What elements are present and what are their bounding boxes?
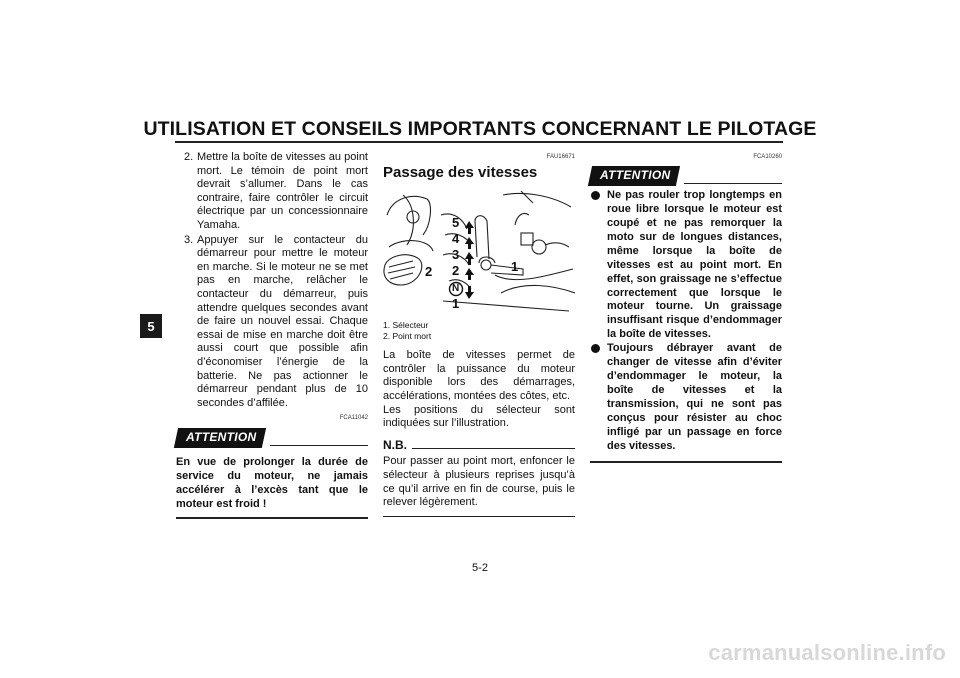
- chapter-tab: 5: [140, 314, 162, 338]
- bullet-text: Ne pas rouler trop longtemps en roue libre lorsque le moteur est coupé et ne pas remorquer la moto sur de longues distances, même lorsque la boîte de vitesses est au point mort. En effet, son graissage ne s’effectue correctement que lorsque le moteur tourne. Un graissage insuffisant risque d’endommager la boîte de vitesses.: [607, 189, 782, 341]
- attention-badge: ATTENTION: [588, 166, 681, 186]
- attention-rule: [270, 445, 368, 447]
- callout-2: 2: [425, 264, 433, 280]
- nb-text: Pour passer au point mort, enfoncer le sélecteur à plusieurs reprises jusqu’à ce qu’il arrive en fin de course, puis le relever légèrement.: [383, 455, 575, 509]
- nb-rule: [412, 448, 575, 449]
- header-rule: [175, 141, 783, 143]
- attention-header: [590, 166, 782, 186]
- nb-end-rule: [383, 516, 575, 517]
- attention-bullet: [590, 189, 782, 342]
- attention-code: FCA10260: [753, 154, 782, 160]
- bullet-text: Toujours débrayer avant de changer de vitesse afin d’éviter d’endommager le moteur, la boîte de vitesses et la transmission, qui ne sont pas conçus pour résister au choc infligé par un passage en force des vitesses.: [607, 342, 782, 452]
- step-number: 2.: [184, 151, 194, 163]
- selector-pivot: [481, 260, 491, 270]
- nb-label: N.B.: [383, 437, 407, 452]
- page-header-title: UTILISATION ET CONSEILS IMPORTANTS CONCERNANT LE PILOTAGE: [143, 118, 817, 140]
- bullet-icon: [591, 344, 600, 353]
- attention-rule: [684, 183, 782, 185]
- section-title: Passage des vitesses: [383, 163, 538, 181]
- step-text: Appuyer sur le contacteur du démarreur pour mettre le moteur en marche. Si le moteur ne se met pas en marche, relâcher le contacteur du démarreur, puis attendre quelques secondes avant de faire un nouvel essai. Chaque essai de mise en marche doit être aussi court que possible afin d’économiser l’énergie de la batterie. Ne pas actionner le démarreur pendant plus de 10 secondes d’affilée.: [197, 233, 368, 409]
- callout-1: 1: [511, 259, 519, 275]
- paragraph-2: Les positions du sélecteur sont indiquées sur l’illustration.: [383, 403, 575, 430]
- nb-header: [383, 439, 575, 453]
- step-3: [176, 234, 368, 411]
- page-number: 5-2: [472, 562, 488, 574]
- attention-text: En vue de prolonger la durée de service du moteur, ne jamais accélérer à l’excès tant que le moteur est froid !: [176, 456, 368, 511]
- attention-code: FCA11042: [339, 415, 368, 422]
- attention-badge: ATTENTION: [174, 428, 267, 448]
- middle-column: [383, 151, 575, 517]
- paragraph-1: La boîte de vitesses permet de contrôler la puissance du moteur disponible lors des démarrages, accélérations, montées des côtes, etc.: [383, 349, 575, 402]
- step-text: Mettre la boîte de vitesses au point mort. Le témoin de point mort devrait s’allumer. Dans le cas contraire, faire contrôler le circuit électrique par un concessionnaire Yamaha.: [197, 151, 368, 231]
- watermark: carmanualsonline.info: [708, 640, 946, 665]
- right-column: [590, 151, 782, 463]
- attention-header: [176, 428, 368, 448]
- gear-label-n: N: [452, 283, 460, 295]
- gear-label-5: 5: [452, 215, 460, 231]
- gearshift-illustration: [383, 185, 575, 317]
- left-column: [176, 151, 368, 519]
- bullet-icon: [591, 191, 600, 200]
- shift-lever: [475, 216, 489, 259]
- attention-end-rule: [176, 517, 368, 518]
- figure-caption-1: 1. Sélecteur: [383, 320, 429, 331]
- section-code: FAU16671: [546, 154, 575, 160]
- attention-end-rule: [590, 461, 782, 462]
- attention-bullet: [590, 342, 782, 453]
- gear-arrows: [465, 221, 474, 299]
- gear-label-1: 1: [452, 296, 460, 312]
- gear-label-4: 4: [452, 231, 460, 247]
- step-number: 3.: [184, 233, 194, 246]
- gearshift-figure: [383, 185, 575, 317]
- gear-label-3: 3: [452, 247, 460, 263]
- figure-caption-2: 2. Point mort: [383, 331, 432, 342]
- step-2: [176, 151, 368, 233]
- gear-label-2: 2: [452, 263, 460, 279]
